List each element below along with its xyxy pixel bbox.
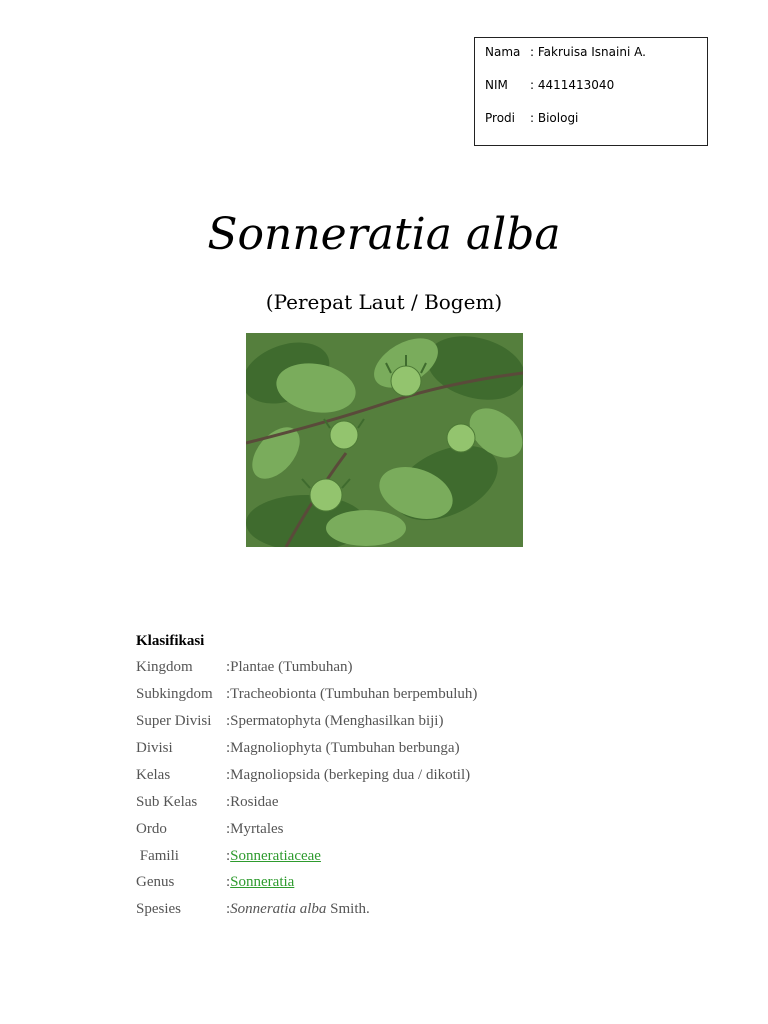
classification-label: Kelas	[136, 767, 171, 783]
student-name-value: : Fakruisa Isnaini A.	[530, 45, 646, 59]
classification-sep: :	[226, 767, 231, 783]
classification-label: Divisi	[136, 740, 173, 756]
classification-label: Genus	[136, 874, 175, 890]
classification-sep: :	[226, 794, 231, 810]
classification-sep: :	[226, 713, 231, 729]
document-title: Sonneratia alba	[207, 209, 561, 260]
classification-value: Tracheobionta (Tumbuhan berpembuluh)	[230, 686, 478, 702]
classification-value: Myrtales	[230, 821, 284, 837]
classification-sep: :	[226, 848, 231, 864]
classification-sep: :	[226, 740, 231, 756]
student-nim-row	[485, 77, 614, 93]
species-name: Sonneratia alba	[230, 901, 327, 917]
classification-label: Sub Kelas	[136, 794, 198, 810]
classification-row-kingdom	[136, 658, 353, 676]
classification-label: Kingdom	[136, 659, 193, 675]
genus-link[interactable]: Sonneratia	[230, 874, 295, 890]
classification-heading: Klasifikasi	[136, 633, 205, 649]
classification-row-divisi	[136, 739, 460, 757]
classification-row-ordo	[136, 820, 284, 838]
student-prodi-key: Prodi	[485, 111, 515, 125]
classification-sep: :	[226, 686, 231, 702]
classification-sep: :	[226, 901, 231, 917]
classification-label: Subkingdom	[136, 686, 213, 702]
classification-row-genus	[136, 873, 294, 891]
classification-label: Ordo	[136, 821, 167, 837]
species-author: Smith.	[326, 901, 370, 917]
classification-row-kelas	[136, 766, 470, 784]
classification-row-spesies	[136, 900, 370, 918]
plant-photo	[246, 333, 523, 547]
student-info-box	[474, 37, 708, 146]
plant-photo-icon	[246, 333, 523, 547]
famili-link[interactable]: Sonneratiaceae	[230, 848, 321, 864]
classification-sep: :	[226, 821, 231, 837]
student-name-key: Nama	[485, 45, 521, 59]
classification-label: Spesies	[136, 901, 181, 917]
student-name-row	[485, 44, 646, 60]
student-nim-value: : 4411413040	[530, 78, 615, 92]
student-prodi-value: : Biologi	[530, 111, 579, 125]
classification-label: Super Divisi	[136, 713, 212, 729]
classification-row-super-divisi	[136, 712, 443, 730]
student-nim-key: NIM	[485, 78, 508, 92]
classification-value: Plantae (Tumbuhan)	[230, 659, 353, 675]
classification-label: Famili	[136, 848, 179, 864]
document-subtitle: (Perepat Laut / Bogem)	[265, 290, 503, 314]
classification-row-sub-kelas	[136, 793, 279, 811]
classification-value: Magnoliophyta (Tumbuhan berbunga)	[230, 740, 460, 756]
classification-row-famili	[136, 847, 321, 865]
classification-sep: :	[226, 659, 231, 675]
student-prodi-row	[485, 110, 578, 126]
classification-sep: :	[226, 874, 231, 890]
classification-value: Rosidae	[230, 794, 279, 810]
classification-row-subkingdom	[136, 685, 477, 703]
classification-value: Spermatophyta (Menghasilkan biji)	[230, 713, 444, 729]
classification-value: Magnoliopsida (berkeping dua / dikotil)	[230, 767, 471, 783]
